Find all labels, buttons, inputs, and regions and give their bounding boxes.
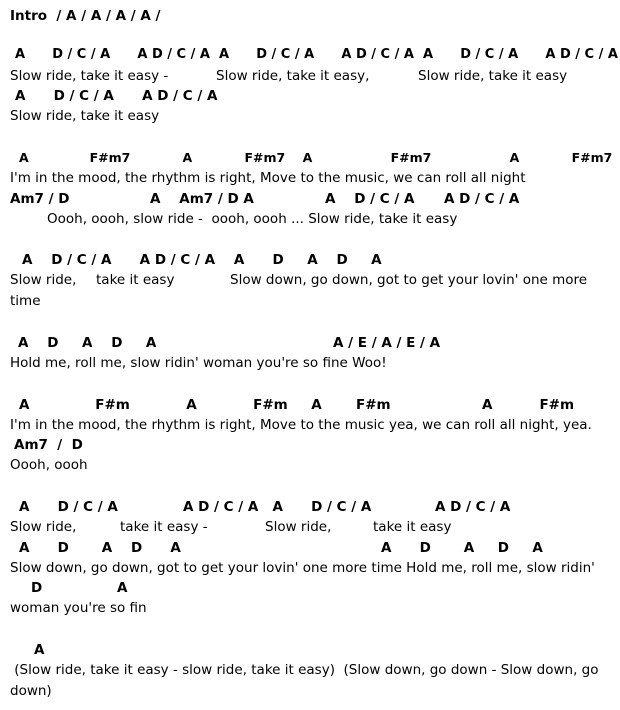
lyric-line: Oooh, oooh, slow ride - oooh, oooh ... Slow ride, take it easy: [47, 211, 458, 227]
lyric-line: I'm in the mood, the rhythm is right, Move to the music yea, we can roll all night, yea.: [10, 417, 592, 433]
lyric-line: Slow ride, take it easy -: [10, 68, 169, 84]
chord-line: A D / C / A: [325, 191, 415, 207]
chord-line: A D / C / A A D / C / A: [15, 88, 218, 104]
chord-line: A / E / A / E / A: [333, 335, 441, 351]
lyric-line: Slow down, go down, got to get your lovin' one more: [230, 272, 588, 288]
lyric-line: Slow ride, take it easy,: [216, 68, 370, 84]
intro-chords: Intro / A / A / A / A /: [10, 8, 161, 24]
chord-line: A D / C / A: [19, 499, 118, 515]
lyric-line: Slow ride, take it easy: [418, 68, 568, 84]
lyric-line: (Slow ride, take it easy - slow ride, take it easy) (Slow down, go down - Slow down, go: [10, 662, 599, 678]
chord-line: A: [117, 580, 128, 596]
lyric-line: take it easy -: [120, 519, 208, 535]
chord-line: A D A D A: [19, 540, 181, 556]
lyric-line: Slow ride, take it easy: [10, 108, 160, 124]
chord-line: A F#m A F#m A: [19, 397, 322, 413]
lyric-line: Hold me, roll me, slow ridin' woman you're so fine Woo!: [10, 355, 387, 371]
lyric-line: time: [10, 293, 41, 309]
lyric-line: take it easy: [373, 519, 452, 535]
lyric-line: woman you're so fin: [10, 600, 147, 616]
chord-line: A: [34, 642, 45, 658]
lyric-line: down): [10, 683, 52, 699]
chord-line: A D A D A: [381, 540, 543, 556]
lyric-line: Slow ride,: [265, 519, 332, 535]
chord-line: A D A D A: [18, 335, 157, 351]
chord-line: A D / C / A A D / C / A A D / C / A A D / C / A A D / C / A A D / C / A: [15, 47, 618, 62]
chord-line: Am7 / D: [14, 437, 83, 453]
chord-line: D: [31, 580, 43, 596]
lyric-line: Slow down, go down, got to get your lovin' one more time Hold me, roll me, slow ridin': [10, 560, 595, 576]
chord-line: A D / C / A: [444, 191, 520, 207]
lyric-line: Slow ride,: [10, 272, 77, 288]
chord-line: F#m: [356, 397, 391, 413]
chord-line: A D / C / A A D / C / A A D A D A: [22, 252, 382, 268]
lyric-line: take it easy: [96, 272, 175, 288]
lyric-line: Slow ride,: [10, 519, 77, 535]
chord-line: A Am7 / D A: [150, 191, 254, 207]
chord-line: Am7 / D: [10, 191, 70, 207]
chord-line: A F#m7 A F#m7 A F#m7 A F#m7: [19, 150, 613, 165]
chord-line: A D / C / A A D / C / A: [183, 499, 372, 515]
lyric-line: I'm in the mood, the rhythm is right, Move to the music, we can roll all night: [10, 170, 526, 186]
lyric-line: Oooh, oooh: [10, 457, 88, 473]
chord-line: A F#m: [482, 397, 575, 413]
chord-line: A D / C / A: [435, 499, 511, 515]
